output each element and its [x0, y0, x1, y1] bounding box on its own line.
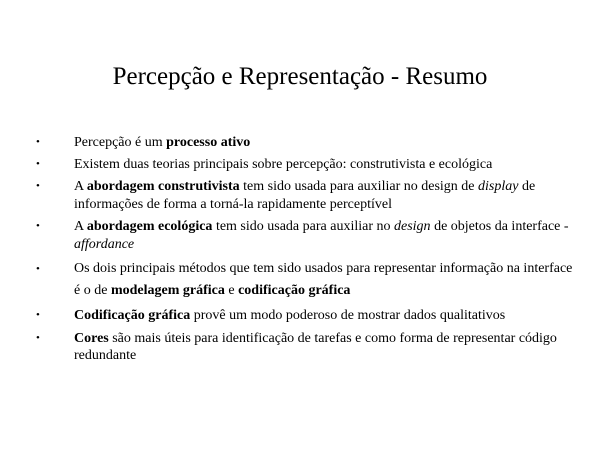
- bullet-text: [74, 134, 576, 152]
- text-segment-bold: abordagem ecológica: [86, 219, 213, 234]
- bullet-item: [36, 218, 576, 253]
- slide-title: Percepção e Representação - Resumo: [112, 63, 488, 90]
- text-segment-bold: modelagem gráfica: [110, 283, 225, 298]
- bullet-text: [74, 218, 576, 253]
- text-segment: tem sido usada para auxiliar no design de: [239, 179, 478, 194]
- text-segment: são mais úteis para identificação de tarefas e como forma de representar código redundante: [74, 330, 557, 363]
- text-segment-bold: abordagem construtivista: [86, 179, 240, 194]
- bullet-text: [74, 307, 576, 325]
- text-segment-bold: Cores: [74, 330, 109, 346]
- text-segment-bold: codificação gráfica: [238, 283, 351, 298]
- text-segment-italic: affordance: [74, 236, 135, 252]
- bullet-item: [36, 156, 576, 174]
- bullet-item: [36, 134, 576, 152]
- bullet-icon: •: [36, 220, 40, 232]
- bullet-item: [36, 307, 576, 325]
- bullet-icon: •: [36, 331, 40, 344]
- text-segment: Percepção é um: [74, 135, 167, 150]
- text-segment-italic: display: [478, 179, 519, 194]
- bullet-text: [74, 330, 576, 365]
- text-segment: Existem duas teorias principais sobre percepção: construtivista e ecológica: [74, 156, 493, 172]
- bullet-text: [74, 258, 576, 302]
- text-segment: A: [74, 219, 87, 234]
- text-segment: tem sido usada para auxiliar no: [212, 219, 394, 234]
- text-segment: de objetos da interface -: [430, 219, 569, 234]
- text-segment: de informações de forma a torná-la rapidamente perceptível: [74, 179, 536, 212]
- text-segment: A: [74, 179, 87, 194]
- text-segment: provê um modo poderoso de mostrar dados qualitativos: [190, 308, 506, 323]
- bullet-icon: •: [36, 180, 40, 192]
- text-segment: Os dois principais métodos que tem sido usados para representar informação na interface é o de: [74, 261, 573, 298]
- bullet-icon: •: [36, 263, 40, 275]
- bullet-item: [36, 258, 576, 302]
- bullet-item: [36, 330, 576, 365]
- text-segment: e: [224, 283, 239, 298]
- bullet-icon: •: [36, 157, 40, 170]
- text-segment-bold: processo ativo: [166, 135, 251, 150]
- text-segment-bold: Codificação gráfica: [74, 308, 191, 323]
- bullet-text: [74, 178, 576, 213]
- bullet-list: [36, 134, 576, 365]
- text-segment-italic: design: [394, 219, 431, 234]
- bullet-item: [36, 178, 576, 213]
- bullet-icon: •: [36, 309, 40, 321]
- bullet-icon: •: [36, 136, 40, 148]
- bullet-text: [74, 156, 576, 174]
